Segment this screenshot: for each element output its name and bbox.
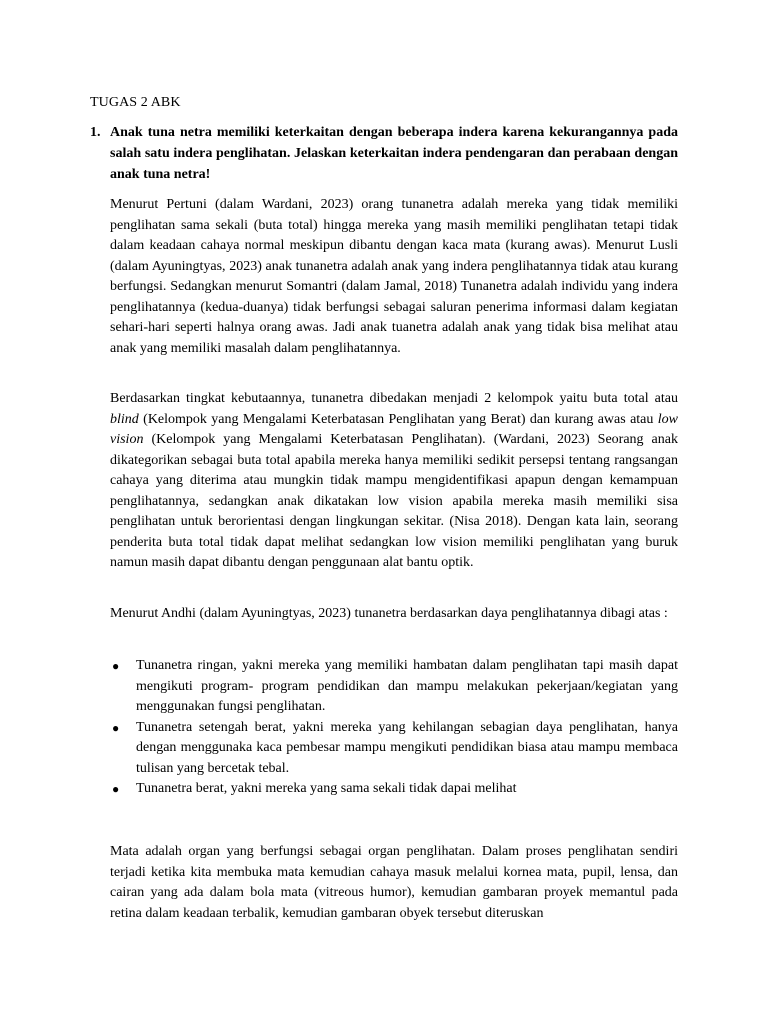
- paragraph-classification-text-3: (Kelompok yang Mengalami Keterbatasan Penglihatan). (Wardani, 2023) Seorang anak dikategorikan sebagai buta total apabila mereka hanya memiliki sedikit persepsi tentang rangsangan cahaya yang diterima atau mungkin tidak mampu mengidentifikasi apapun dengan kemampuan penglihatannya, sedangkan anak dikatakan low vision apabila mereka masih memiliki sisa penglihatan untuk berorientasi dengan lingkungan sekitar. (Nisa 2018). Dengan kata lain, seorang penderita buta total tidak dapat melihat sedangkan low vision memiliki penglihatan yang buruk namun masih dapat dibantu dengan penggunaan alat bantu optik.: [110, 432, 678, 570]
- list-item-text: Tunanetra berat, yakni mereka yang sama sekali tidak dapai melihat: [136, 781, 517, 796]
- document-title: TUGAS 2 ABK: [90, 95, 181, 110]
- paragraph-eye-organ: Mata adalah organ yang berfungsi sebagai organ penglihatan. Dalam proses penglihatan sendiri terjadi ketika kita membuka mata kemudian cahaya masuk melalui kornea mata, pupil, lensa, dan cairan yang ada dalam bola mata (vitreous humor), kemudian gambaran proyek memantul pada retina dalam keadaan terbalik, kemudian gambaran obyek tersebut diteruskan: [110, 844, 678, 921]
- paragraph-classification-text-2: (Kelompok yang Mengalami Keterbatasan Penglihatan yang Berat) dan kurang awas atau: [138, 411, 658, 427]
- paragraph-classification: [110, 389, 678, 574]
- list-item-text: Tunanetra ringan, yakni mereka yang memiliki hambatan dalam penglihatan tapi masih dapat mengikuti program- program pendidikan dan mampu melakukan pekerjaan/kegiatan yang menggunakan fungsi penglihatan.: [136, 658, 678, 714]
- paragraph-definition: Menurut Pertuni (dalam Wardani, 2023) orang tunanetra adalah mereka yang tidak memiliki penglihatan sama sekali (buta total) hingga mereka yang masih memiliki penglihatan tetapi tidak dalam keadaan cahaya normal meskipun dibantu dengan kaca mata (kurang awas). Menurut Lusli (dalam Ayuningtyas, 2023) anak tunanetra adalah anak yang indera penglihatannya tidak atau kurang berfungsi. Sedangkan menurut Somantri (dalam Jamal, 2018) Tunanetra adalah individu yang indera penglihatannya (kedua-duanya) tidak berfungsi sebagai saluran penerima informasi dalam kegiatan sehari-hari seperti halnya orang awas. Jadi anak tuanetra adalah anak yang tidak bisa melihat atau anak yang memiliki masalah dalam penglihatannya.: [110, 197, 678, 356]
- question-text: Anak tuna netra memiliki keterkaitan dengan beberapa indera karena kekurangannya pada salah satu indera penglihatan. Jelaskan keterkaitan indera pendengaran dan perabaan dengan anak tuna netra!: [110, 125, 678, 182]
- list-item: [110, 779, 678, 800]
- question-number: 1.: [90, 125, 101, 140]
- question-1: [90, 122, 678, 185]
- paragraph-andhi: Menurut Andhi (dalam Ayuningtyas, 2023) tunanetra berdasarkan daya penglihatannya dibagi atas :: [110, 606, 668, 621]
- term-low-vision: low vision: [110, 411, 678, 447]
- list-item-text: Tunanetra setengah berat, yakni mereka yang kehilangan sebagian daya penglihatan, hanya dengan menggunaka kaca pembesar mampu mengikuti pendidikan biasa atau mampu membaca tulisan yang bercetak tebal.: [136, 719, 678, 776]
- list-item: [110, 656, 678, 718]
- paragraph-classification-text-1: Berdasarkan tingkat kebutaannya, tunanetra dibedakan menjadi 2 kelompok yaitu buta total atau: [110, 391, 678, 406]
- bullet-icon: ●: [112, 782, 120, 796]
- bullet-icon: ●: [112, 659, 120, 673]
- bullet-list: [110, 656, 678, 800]
- bullet-icon: ●: [112, 720, 120, 735]
- list-item: [110, 718, 678, 780]
- term-blind: blind: [110, 411, 139, 427]
